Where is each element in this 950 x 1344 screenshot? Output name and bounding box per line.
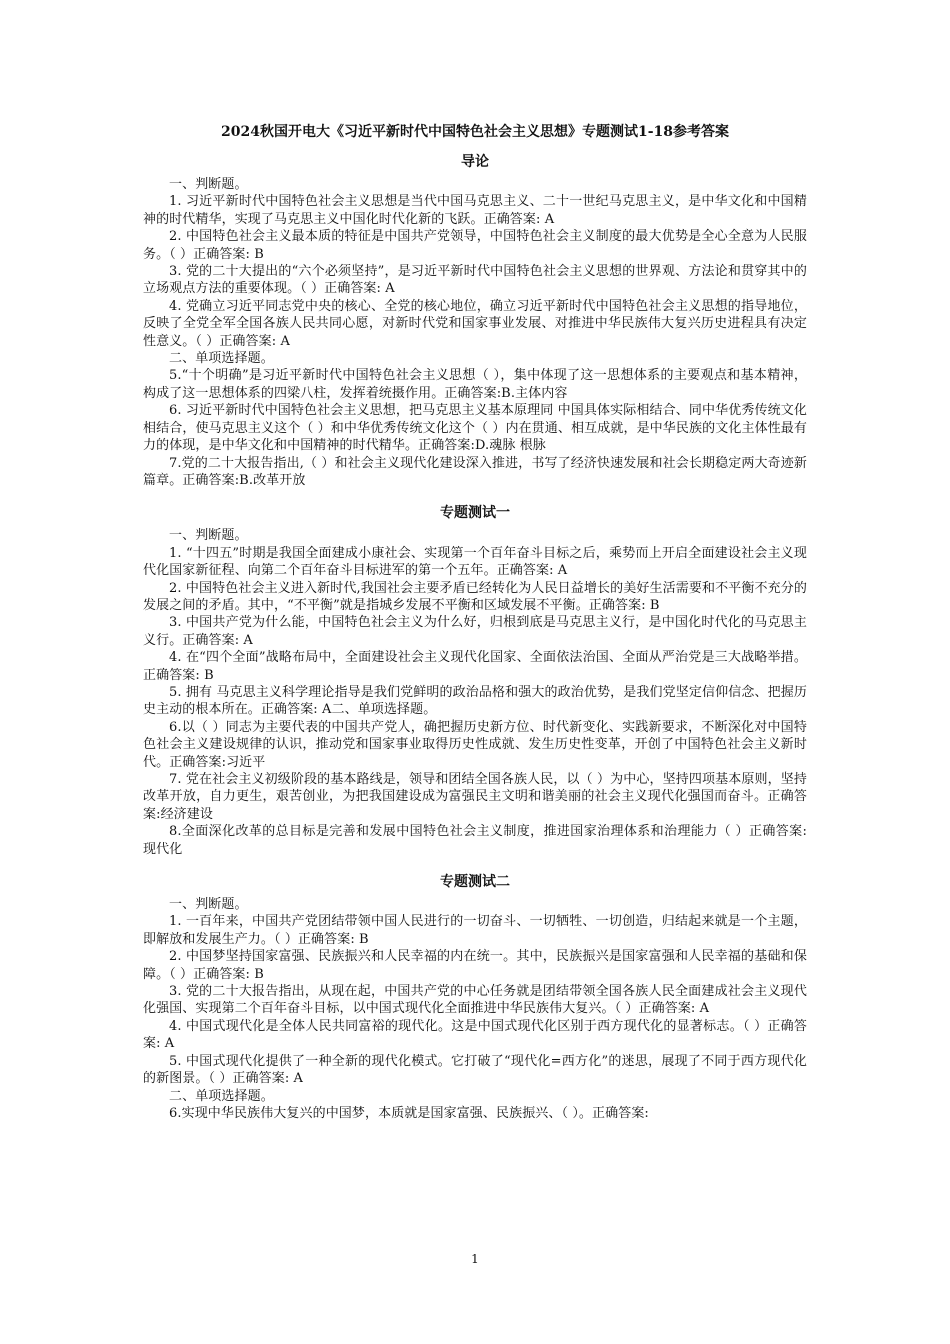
paragraph: 5. 拥有 马克思主义科学理论指导是我们党鲜明的政治品格和强大的政治优势，是我们党坚定信仰信念、把握历史主动的根本所在。正确答案: A二、单项选择题。 — [143, 684, 807, 718]
section-heading: 专题测试一 — [440, 505, 510, 522]
paragraph: 2. 中国特色社会主义进入新时代,我国社会主要矛盾已经转化为人民日益增长的美好生活需要和不平衡不充分的发展之间的矛盾。其中，“不平衡”就是指城乡发展不平衡和区域发展不平衡。正确答案: B — [143, 580, 807, 613]
paragraph: 二、单项选择题。 — [169, 351, 274, 367]
paragraph: 1. “十四五”时期是我国全面建成小康社会、实现第一个百年奋斗目标之后，乘势而上开启全面建设社会主义现代化国家新征程、向第二个百年奋斗目标进军的第一个五年。正确答案: A — [143, 545, 807, 579]
page-number: 1 — [471, 1252, 479, 1266]
paragraph: 4. 在“四个全面”战略布局中，全面建设社会主义现代化国家、全面依法治国、全面从严治党是三大战略举措。正确答案: B — [143, 650, 807, 683]
document-title: 2024秋国开电大《习近平新时代中国特色社会主义思想》专题测试1-18参考答案 — [221, 124, 729, 140]
paragraph: 5.“十个明确”是习近平新时代中国特色社会主义思想（ ），集中体现了这一思想体系的主要观点和基本精神，构成了这一思想体系的四梁八柱，发挥着统摄作用。正确答案:B.主体内容 — [143, 368, 807, 401]
paragraph: 二、单项选择题。 — [169, 1088, 274, 1104]
paragraph: 8.全面深化改革的总目标是完善和发展中国特色社会主义制度，推进国家治理体系和治理能力（ ）正确答案: 现代化 — [143, 824, 807, 857]
paragraph: 6. 习近平新时代中国特色社会主义思想，把马克思主义基本原理同 中国具体实际相结合、同中华优秀传统文化相结合，使马克思主义这个（ ）和中华优秀传统文化这个（ ）内在贯通、相互成就，是中华民族的文化主体性最有力的体现，是中华文化和中国精神的时代精华。正确答案:D.魂脉 根脉 — [143, 403, 807, 454]
paragraph: 3. 党的二十大报告指出，从现在起，中国共产党的中心任务就是团结带领全国各族人民全面建成社会主义现代化强国、实现第二个百年奋斗目标，以中国式现代化全面推进中华民族伟大复兴。（ ）正确答案: A — [143, 984, 807, 1017]
sections-container — [143, 152, 807, 1122]
paragraph: 一、判断题。 — [169, 177, 248, 192]
paragraph: 6.实现中华民族伟大复兴的中国梦，本质就是国家富强、民族振兴、（ ）。正确答案: — [169, 1105, 649, 1121]
section-heading: 导论 — [461, 154, 489, 170]
paragraph: 2. 中国梦坚持国家富强、民族振兴和人民幸福的内在统一。其中，民族振兴是国家富强和人民幸福的基础和保障。（ ）正确答案: B — [143, 949, 807, 982]
paragraph: 7. 党在社会主义初级阶段的基本路线是，领导和团结全国各族人民，以（ ）为中心，坚持四项基本原则，坚持改革开放，自力更生，艰苦创业，为把我国建设成为富强民主文明和谐美丽的社会主义现代化强国而奋斗。正确答案:经济建设 — [143, 772, 807, 822]
document-content — [143, 122, 807, 1122]
paragraph: 7.党的二十大报告指出,（ ）和社会主义现代化建设深入推进，书写了经济快速发展和社会长期稳定两大奇迹新篇章。正确答案:B.改革开放 — [143, 455, 807, 488]
paragraph: 4. 中国式现代化是全体人民共同富裕的现代化。这是中国式现代化区别于西方现代化的显著标志。（ ）正确答案: A — [143, 1018, 807, 1052]
paragraph: 5. 中国式现代化提供了一种全新的现代化模式。它打破了“现代化=西方化”的迷思，展现了不同于西方现代化的新图景。（ ）正确答案: A — [143, 1053, 807, 1087]
paragraph: 3. 中国共产党为什么能，中国特色社会主义为什么好，归根到底是马克思主义行，是中国化时代化的马克思主义行。正确答案: A — [143, 615, 807, 648]
paragraph: 2. 中国特色社会主义最本质的特征是中国共产党领导，中国特色社会主义制度的最大优势是全心全意为人民服务。（ ）正确答案: B — [143, 229, 807, 262]
paragraph: 6.以（ ）同志为主要代表的中国共产党人，确把握历史新方位、时代新变化、实践新要求，不断深化对中国特色社会主义建设规律的认识，推动党和国家事业取得历史性成就、发生历史性变革，开创了中国特色社会主义新时代。正确答案:习近平 — [143, 719, 807, 770]
paragraph: 一、判断题。 — [169, 528, 248, 544]
paragraph: 1. 一百年来，中国共产党团结带领中国人民进行的一切奋斗、一切牺牲、一切创造，归结起来就是一个主题，即解放和发展生产力。（ ）正确答案: B — [143, 914, 807, 947]
section-heading: 专题测试二 — [440, 874, 510, 891]
paragraph: 一、判断题。 — [169, 897, 248, 913]
paragraph: 3. 党的二十大提出的“六个必须坚持”，是习近平新时代中国特色社会主义思想的世界观、方法论和贯穿其中的立场观点方法的重要体现。（ ）正确答案: A — [143, 264, 807, 297]
paragraph: 4. 党确立习近平同志党中央的核心、全党的核心地位，确立习近平新时代中国特色社会主义思想的指导地位，反映了全党全军全国各族人民共同心愿，对新时代党和国家事业发展、对推进中华民族伟大复兴历史进程具有决定性意义。（ ）正确答案: A — [143, 298, 807, 349]
paragraph: 1. 习近平新时代中国特色社会主义思想是当代中国马克思主义、二十一世纪马克思主义，是中华文化和中国精神的时代精华，实现了马克思主义中国化时代化新的飞跃。正确答案: A — [143, 194, 807, 227]
